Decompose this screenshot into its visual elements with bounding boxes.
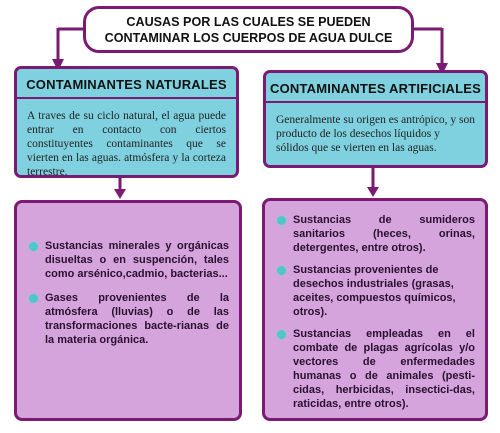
list-item bbox=[27, 239, 229, 281]
list-item-text: Gases provenientes de la atmósfera (lluvias) o de las transformaciones bacte-rianas de la materia orgánica. bbox=[45, 292, 229, 346]
artificial-list bbox=[275, 213, 475, 419]
natural-divider bbox=[17, 97, 236, 99]
bullet-icon bbox=[29, 294, 38, 303]
list-item-text: Sustancias de sumideros sanitarios (heces, orinas, detergentes, entre otros). bbox=[293, 214, 475, 254]
title-line-2: CONTAMINAR LOS CUERPOS DE AGUA DULCE bbox=[104, 30, 393, 45]
list-item-text: Sustancias provenientes de desechos industriales (grasas, aceites, compuestos químicos, otros). bbox=[293, 264, 456, 318]
natural-description: A traves de su ciclo natural, el agua puede entrar en contacto con ciertos constituyentes contaminantes que se vierten en las aguas. atmósfera y la corteza terrestre. bbox=[27, 110, 226, 178]
bullet-icon bbox=[29, 242, 38, 251]
list-item-text: Sustancias empleadas en el combate de plagas agrícolas y/o vectores de enfermedades humanas o de animales (pesti-cidas, herbicidas, insectici-das, raticidas, entre otros). bbox=[293, 328, 475, 410]
natural-list-box bbox=[14, 200, 242, 421]
natural-heading: CONTAMINANTES NATURALES bbox=[26, 77, 227, 92]
artificial-header-box bbox=[263, 70, 488, 168]
list-item bbox=[275, 263, 475, 319]
artificial-divider bbox=[266, 101, 485, 103]
bullet-icon bbox=[277, 216, 286, 225]
artificial-list-box bbox=[262, 198, 488, 421]
artificial-description: Generalmente su origen es antrópico, y son producto de los desechos líquidos y sólidos que se vierten en las aguas. bbox=[276, 114, 475, 154]
bullet-icon bbox=[277, 266, 286, 275]
title-line-1: CAUSAS POR LAS CUALES SE PUEDEN bbox=[126, 14, 371, 29]
bullet-icon bbox=[277, 330, 286, 339]
artificial-heading: CONTAMINANTES ARTIFICIALES bbox=[269, 81, 482, 96]
list-item-text: Sustancias minerales y orgánicas disueltas o en suspención, tales como arsénico,cadmio, bacterias... bbox=[45, 240, 229, 280]
natural-list bbox=[27, 239, 229, 355]
list-item bbox=[275, 327, 475, 411]
list-item bbox=[275, 213, 475, 255]
natural-header-box bbox=[14, 66, 239, 178]
arrow-left-down-head bbox=[114, 189, 126, 199]
list-item bbox=[27, 291, 229, 347]
diagram-title bbox=[83, 6, 414, 53]
arrow-right-down-head bbox=[367, 187, 379, 197]
